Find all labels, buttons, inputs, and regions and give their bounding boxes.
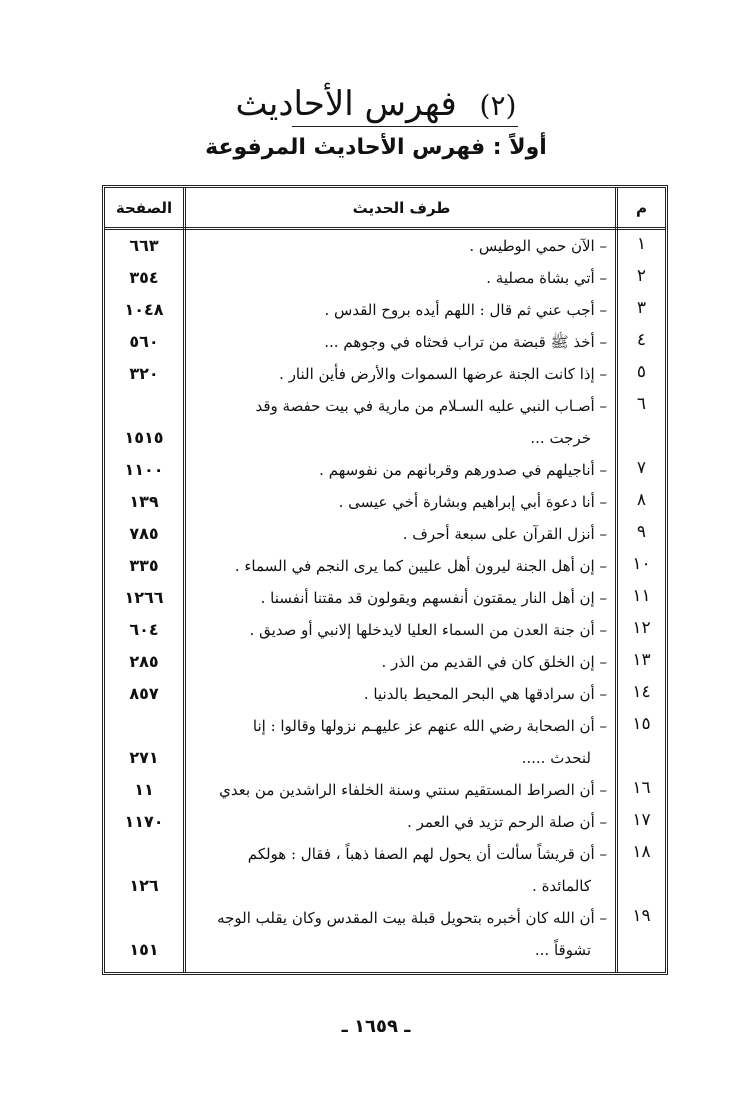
row-page: ٥٦٠ — [129, 332, 159, 351]
hadith-text — [189, 518, 607, 550]
row-number: ٤ — [636, 330, 647, 350]
hadith-text — [189, 678, 607, 710]
row-page: ١١ — [134, 780, 154, 799]
row-number: ١٢ — [632, 618, 651, 638]
table-row — [105, 390, 665, 454]
index-title-text: فهرس الأحاديث — [235, 84, 457, 124]
hadith-line: – إن الخلق كان في القديم من الذر . — [381, 653, 607, 671]
hadith-text — [189, 486, 607, 518]
section-subtitle: أولاً : فهرس الأحاديث المرفوعة — [205, 135, 547, 160]
row-page: ٦٠٤ — [129, 620, 159, 639]
row-number: ١٤ — [632, 682, 651, 702]
table-row — [105, 294, 665, 326]
table-row — [105, 774, 665, 806]
hadith-line: – أن قريشاً سألت أن يحول لهم الصفا ذهباً ، فقال : هولكم — [247, 845, 607, 863]
row-page: ٢٧١ — [129, 748, 159, 767]
hadith-line: – إذا كانت الجنة عرضها السموات والأرض فأين النار . — [279, 365, 607, 383]
row-number: ١٥ — [632, 714, 651, 734]
hadith-line: كالمائدة . — [532, 877, 591, 895]
row-number: ١٦ — [632, 778, 651, 798]
table-header — [105, 188, 665, 230]
hadith-text — [189, 326, 607, 358]
row-number: ٢ — [636, 266, 647, 286]
hadith-line: – أن الصحابة رضي الله عنهم عز عليهـم نزولها وقالوا : إنا — [252, 717, 607, 735]
hadith-text — [189, 230, 607, 262]
table-row — [105, 710, 665, 774]
hadith-line: – إن أهل الجنة ليرون أهل عليين كما يرى النجم في السماء . — [234, 557, 607, 575]
row-number: ٨ — [636, 490, 647, 510]
hadith-text — [189, 454, 607, 486]
index-title — [0, 80, 752, 130]
table-row — [105, 646, 665, 678]
hadith-line: – أجب عني ثم قال : اللهم أيده بروح القدس . — [324, 301, 607, 319]
hadith-text — [189, 902, 607, 966]
table-row — [105, 838, 665, 902]
hadith-text — [189, 550, 607, 582]
table-row — [105, 262, 665, 294]
row-number: ١٣ — [632, 650, 651, 670]
row-page: ١١٧٠ — [124, 812, 164, 831]
row-number: ١٠ — [632, 554, 651, 574]
hadith-line: – أن الصراط المستقيم سنتي وسنة الخلفاء الراشدين من بعدي — [219, 781, 607, 799]
hadith-line: – أن الله كان أخبره بتحويل قبلة بيت المقدس وكان يقلب الوجه — [217, 909, 607, 927]
row-number: ١٨ — [632, 842, 651, 862]
row-page: ٣٢٠ — [129, 364, 159, 383]
row-page: ٣٥٤ — [129, 268, 159, 287]
row-page: ٣٣٥ — [129, 556, 159, 575]
row-page: ١٢٦٦ — [124, 588, 164, 607]
row-number: ٩ — [636, 522, 647, 542]
table-row — [105, 326, 665, 358]
hadith-line: – أن سرادقها هي البحر المحيط بالدنيا . — [363, 685, 607, 703]
header-number: م — [636, 198, 647, 217]
table-row — [105, 518, 665, 550]
hadith-text — [189, 838, 607, 902]
hadith-text — [189, 262, 607, 294]
table-row — [105, 614, 665, 646]
hadith-text — [189, 358, 607, 390]
hadith-line: – أخذ ﷺ قبضة من تراب فحثاه في وجوهم ... — [324, 333, 607, 351]
hadith-text — [189, 710, 607, 774]
row-number: ٥ — [636, 362, 647, 382]
row-page: ١٥١ — [129, 940, 159, 959]
table-body — [105, 230, 665, 966]
hadith-line: – إن أهل النار يمقتون أنفسهم ويقولون قد مقتنا أنفسنا . — [260, 589, 607, 607]
hadith-line: – أن صلة الرحم تزيد في العمر . — [407, 813, 607, 831]
hadith-text — [189, 614, 607, 646]
hadith-line: – أن جنة العدن من السماء العليا لايدخلها إلانبي أو صديق . — [249, 621, 607, 639]
header-page: الصفحة — [115, 198, 173, 217]
table-row — [105, 550, 665, 582]
row-page: ٦٦٣ — [129, 236, 159, 255]
hadith-line: – أنزل القرآن على سبعة أحرف . — [402, 525, 607, 543]
hadith-line: لنحدث ..... — [521, 749, 591, 767]
hadith-line: تشوقاً ... — [534, 941, 591, 959]
table-row — [105, 582, 665, 614]
header-hadith: طرف الحديث — [352, 198, 451, 217]
row-number: ٣ — [636, 298, 647, 318]
row-number: ٦ — [636, 394, 647, 414]
row-page: ١٥١٥ — [124, 428, 164, 447]
row-page: ١٣٩ — [129, 492, 159, 511]
row-number: ١ — [636, 234, 647, 254]
table-row — [105, 454, 665, 486]
table-row — [105, 230, 665, 262]
hadith-text — [189, 390, 607, 454]
hadith-line: – أنا دعوة أبي إبراهيم وبشارة أخي عيسى . — [338, 493, 607, 511]
hadith-text — [189, 294, 607, 326]
row-number: ١٧ — [632, 810, 651, 830]
row-page: ٨٥٧ — [129, 684, 159, 703]
row-page: ١٢٦ — [129, 876, 159, 895]
row-page: ١٠٤٨ — [124, 300, 164, 319]
title-underline — [292, 126, 518, 127]
hadith-index-table — [102, 185, 668, 975]
index-number: (٢) — [479, 89, 517, 122]
hadith-line: – الآن حمي الوطيس . — [469, 237, 607, 255]
table-row — [105, 486, 665, 518]
page-number: ـ ١٦٥٩ ـ — [341, 1016, 411, 1037]
hadith-text — [189, 582, 607, 614]
hadith-line: – أناجيلهم في صدورهم وقربانهم من نفوسهم . — [319, 461, 607, 479]
hadith-text — [189, 806, 607, 838]
hadith-line: – أتي بشاة مصلية . — [486, 269, 607, 287]
table-row — [105, 678, 665, 710]
row-number: ٧ — [636, 458, 647, 478]
table-row — [105, 806, 665, 838]
row-page: ١١٠٠ — [124, 460, 164, 479]
row-page: ٧٨٥ — [129, 524, 159, 543]
row-number: ١١ — [632, 586, 651, 606]
hadith-text — [189, 774, 607, 806]
hadith-text — [189, 646, 607, 678]
row-number: ١٩ — [632, 906, 651, 926]
table-row — [105, 902, 665, 966]
hadith-line: خرجت ... — [530, 429, 591, 447]
row-page: ٢٨٥ — [129, 652, 159, 671]
hadith-line: – أصـاب النبي عليه السـلام من مارية في بيت حفصة وقد — [255, 397, 607, 415]
table-row — [105, 358, 665, 390]
